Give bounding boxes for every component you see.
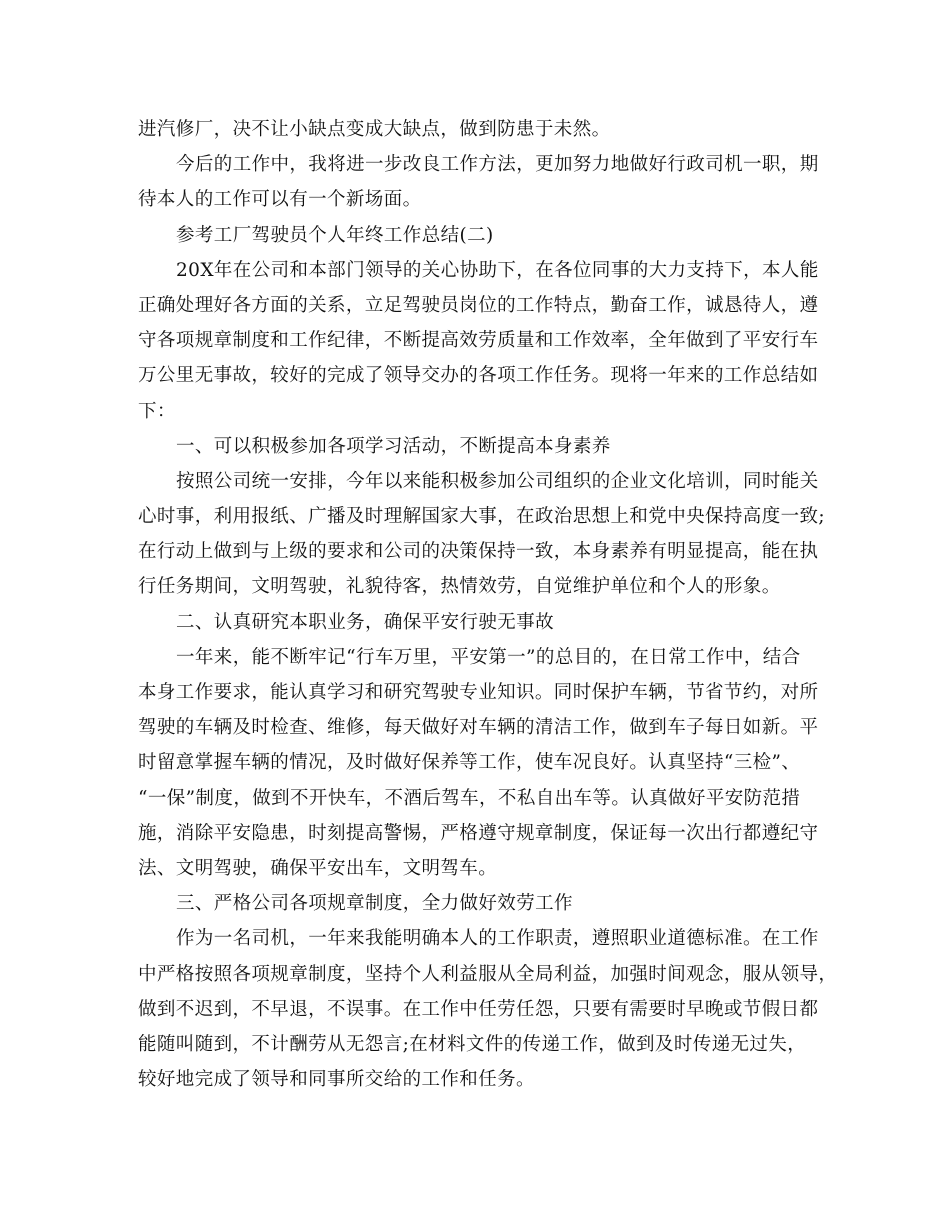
text-line: “一保”制度，做到不开快车，不酒后驾车，不私自出车等。认真做好平安防范措 [138,787,801,809]
text-line: 按照公司统一安排，今年以来能积极参加公司组织的企业文化培训，同时能关 [176,470,819,492]
section-heading: 二、认真研究本职业务，确保平安行驶无事故 [176,611,555,633]
text-line: 本身工作要求，能认真学习和研究驾驶专业知识。同时保护车辆，节省节约，对所 [138,682,819,703]
text-line: 较好地完成了领导和同事所交给的工作和任务。 [138,1069,535,1091]
text-line: 能随叫随到，不计酬劳从无怨言;在材料文件的传递工作，做到及时传递无过失， [138,1033,807,1055]
text-line: 进汽修厂，决不让小缺点变成大缺点，做到防患于未然。 [138,119,611,140]
text-line: 时留意掌握车辆的情况，及时做好保养等工作，使车况良好。认真坚持“三检”、 [138,752,801,774]
section-title: 参考工厂驾驶员个人年终工作总结(二) [176,224,494,246]
text-line: 一年来，能不断牢记“行车万里，平安第一”的总目的，在日常工作中，结合 [176,646,801,668]
text-line: 作为一名司机，一年来我能明确本人的工作职责，遵照职业道德标准。在工作 [176,928,819,950]
text-line: 在行动上做到与上级的要求和公司的决策保持一致，本身素养有明显提高，能在执 [138,541,819,563]
text-line: 法、文明驾驶，确保平安出车，文明驾车。 [138,857,498,879]
text-line: 施，消除平安隐患，时刻提高警惕，严格遵守规章制度，保证每一次出行都遵纪守 [138,822,819,844]
document-body [138,112,838,1097]
text-line: 待本人的工作可以有一个新场面。 [138,189,422,211]
text-line: 心时事，利用报纸、广播及时理解国家大事，在政治思想上和党中央保持高度一致; [138,506,826,528]
text-line: 做到不迟到，不早退，不误事。在工作中任劳任怨，只要有需要时早晚或节假日都 [138,998,819,1020]
text-line: 下： [138,400,176,422]
text-line: 正确处理好各方面的关系，立足驾驶员岗位的工作特点，勤奋工作，诚恳待人，遵 [138,294,819,316]
text-line: 驾驶的车辆及时检查、维修，每天做好对车辆的清洁工作，做到车子每日如新。平 [138,717,819,739]
text-line: 中严格按照各项规章制度，坚持个人利益服从全局利益，加强时间观念，服从领导， [138,963,838,985]
text-line: 万公里无事故，较好的完成了领导交办的各项工作任务。现将一年来的工作总结如 [138,365,819,387]
text-line: 守各项规章制度和工作纪律，不断提高效劳质量和工作效率，全年做到了平安行车 [138,330,819,352]
section-heading: 三、严格公司各项规章制度，全力做好效劳工作 [176,893,573,915]
text-line: 20X年在公司和本部门领导的关心协助下，在各位同事的大力支持下，本人能 [176,259,819,281]
text-line: 今后的工作中，我将进一步改良工作方法，更加努力地做好行政司机一职，期 [176,154,819,176]
section-heading: 一、可以积极参加各项学习活动，不断提高本身素养 [176,435,611,457]
text-line: 行任务期间，文明驾驶，礼貌待客，热情效劳，自觉维护单位和个人的形象。 [138,576,781,598]
